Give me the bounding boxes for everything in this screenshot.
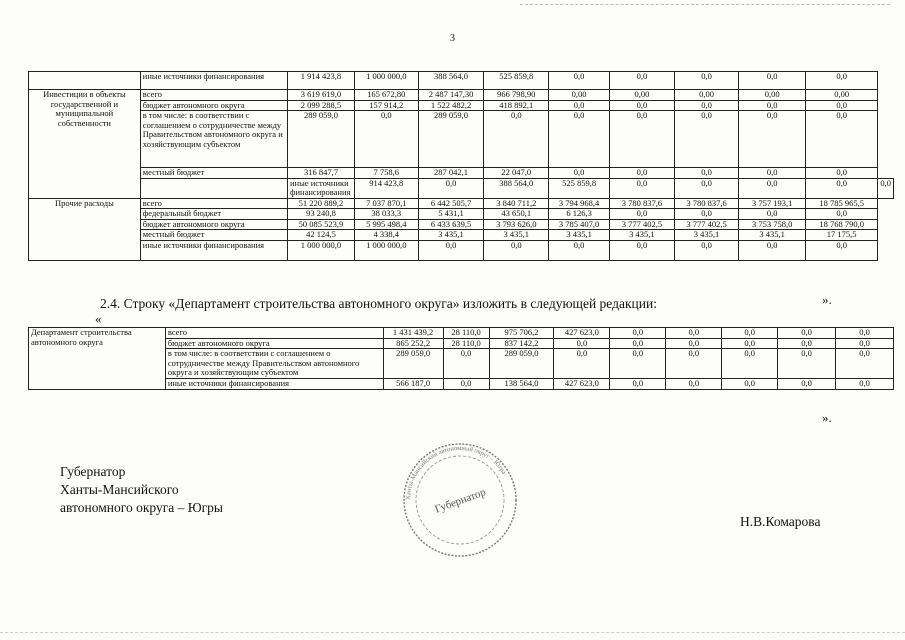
- value-cell: 0,0: [739, 178, 806, 198]
- value-cell: 6 433 639,5: [418, 219, 484, 230]
- value-cell: 0,0: [610, 100, 675, 111]
- value-cell: 3 619 619,0: [288, 90, 355, 101]
- value-cell: 0,0: [666, 338, 722, 349]
- value-cell: 1 000 000,0: [354, 72, 418, 90]
- signer-title: [60, 463, 223, 517]
- value-cell: 0,00: [805, 90, 877, 101]
- value-cell: 28 110,0: [443, 328, 489, 339]
- stamp-center-text: Губернатор: [433, 486, 488, 516]
- value-cell: 0,0: [418, 178, 484, 198]
- value-cell: 0,0: [666, 379, 722, 390]
- value-cell: 18 768 790,0: [805, 219, 877, 230]
- row-label: местный бюджет: [140, 230, 287, 241]
- group-cell: [140, 178, 287, 198]
- value-cell: 0,0: [354, 111, 418, 168]
- value-cell: 0,0: [722, 349, 778, 379]
- row-label: местный бюджет: [140, 168, 287, 179]
- value-cell: 0,0: [610, 168, 675, 179]
- value-cell: 0,0: [484, 111, 549, 168]
- value-cell: 6 126,3: [549, 209, 610, 220]
- value-cell: 0,0: [836, 349, 894, 379]
- value-cell: 0,0: [674, 209, 739, 220]
- value-cell: 0,0: [739, 240, 806, 260]
- value-cell: 0,0: [739, 168, 806, 179]
- value-cell: 0,0: [836, 328, 894, 339]
- value-cell: 4 338,4: [354, 230, 418, 241]
- value-cell: 7 037 870,1: [354, 198, 418, 209]
- value-cell: 3 780 837,6: [674, 198, 739, 209]
- value-cell: 3 435,1: [674, 230, 739, 241]
- value-cell: 0,0: [610, 209, 675, 220]
- table-row: [29, 209, 894, 220]
- row-label: бюджет автономного округа: [140, 219, 287, 230]
- value-cell: 1 431 439,2: [383, 328, 443, 339]
- value-cell: 0,0: [549, 111, 610, 168]
- value-cell: 3 435,1: [418, 230, 484, 241]
- value-cell: 0,0: [610, 349, 666, 379]
- signer-line: автономного округа – Югры: [60, 500, 223, 515]
- value-cell: 28 110,0: [443, 338, 489, 349]
- group-cell: Инвестиции в объекты государственной и муниципальной собственности: [29, 90, 141, 199]
- row-label: иные источники финансирования: [140, 240, 287, 260]
- value-cell: 975 706,2: [489, 328, 554, 339]
- value-cell: 0,0: [554, 338, 610, 349]
- value-cell: 17 175,5: [805, 230, 877, 241]
- value-cell: 0,0: [836, 338, 894, 349]
- value-cell: 3 840 711,2: [484, 198, 549, 209]
- value-cell: 0,0: [739, 111, 806, 168]
- value-cell: 51 220 889,2: [288, 198, 355, 209]
- group-cell: [29, 72, 141, 90]
- value-cell: 388 564,0: [418, 72, 484, 90]
- table-row: [29, 111, 894, 168]
- value-cell: 2 099 288,5: [288, 100, 355, 111]
- value-cell: 287 042,1: [418, 168, 484, 179]
- value-cell: 0,0: [666, 349, 722, 379]
- table-row: [29, 168, 894, 179]
- closing-quote: ».: [822, 410, 832, 425]
- group-cell: Департамент строительства автономного округа: [29, 328, 166, 390]
- value-cell: 0,0: [610, 178, 675, 198]
- value-cell: 0,0: [805, 72, 877, 90]
- official-stamp-icon: [400, 440, 520, 560]
- value-cell: 3 780 837,6: [610, 198, 675, 209]
- value-cell: 0,0: [805, 209, 877, 220]
- value-cell: 93 240,8: [288, 209, 355, 220]
- value-cell: 38 033,3: [354, 209, 418, 220]
- value-cell: 0,0: [805, 178, 877, 198]
- value-cell: 0,00: [674, 90, 739, 101]
- value-cell: 138 564,0: [489, 379, 554, 390]
- value-cell: 2 487 147,30: [418, 90, 484, 101]
- value-cell: 3 435,1: [739, 230, 806, 241]
- value-cell: 5 995 498,4: [354, 219, 418, 230]
- row-label: всего: [165, 328, 383, 339]
- signer-line: Губернатор: [60, 464, 126, 479]
- value-cell: 0,0: [805, 111, 877, 168]
- value-cell: 7 758,6: [354, 168, 418, 179]
- value-cell: 418 892,1: [484, 100, 549, 111]
- signatory-name: Н.В.Комарова: [740, 514, 821, 529]
- value-cell: 525 859,8: [484, 72, 549, 90]
- value-cell: 0,0: [722, 328, 778, 339]
- value-cell: 1 000 000,0: [354, 240, 418, 260]
- table-row: [29, 198, 894, 209]
- value-cell: 3 435,1: [484, 230, 549, 241]
- value-cell: 525 859,8: [549, 178, 610, 198]
- row-label: бюджет автономного округа: [140, 100, 287, 111]
- value-cell: 289 059,0: [489, 349, 554, 379]
- value-cell: 0,0: [549, 168, 610, 179]
- value-cell: 0,0: [722, 338, 778, 349]
- row-label: иные источники финансирования: [140, 72, 287, 90]
- value-cell: 0,0: [443, 379, 489, 390]
- value-cell: 0,0: [805, 240, 877, 260]
- table-row: [29, 72, 894, 90]
- value-cell: 0,0: [722, 379, 778, 390]
- value-cell: 388 564,0: [484, 178, 549, 198]
- value-cell: 3 785 407,0: [549, 219, 610, 230]
- row-label: федеральный бюджет: [140, 209, 287, 220]
- scan-artifact-bottom: [0, 632, 905, 633]
- row-label: иные источники финансирования: [288, 178, 355, 198]
- value-cell: 0,0: [549, 240, 610, 260]
- value-cell: 3 793 626,0: [484, 219, 549, 230]
- row-label: в том числе: в соответствии с соглашением о сотрудничестве между Правительством автономного округа и хозяйствующим субъектом: [165, 349, 383, 379]
- value-cell: 157 914,2: [354, 100, 418, 111]
- group-cell: Прочие расходы: [29, 198, 141, 260]
- value-cell: 0,0: [610, 338, 666, 349]
- row-label: иные источники финансирования: [165, 379, 383, 390]
- table-row: [29, 240, 894, 260]
- value-cell: 0,0: [418, 240, 484, 260]
- value-cell: 0,0: [554, 349, 610, 379]
- value-cell: 0,0: [778, 338, 836, 349]
- value-cell: 0,0: [549, 72, 610, 90]
- value-cell: 289 059,0: [383, 349, 443, 379]
- value-cell: 0,0: [610, 240, 675, 260]
- value-cell: 289 059,0: [418, 111, 484, 168]
- value-cell: 0,0: [778, 379, 836, 390]
- value-cell: 0,0: [805, 100, 877, 111]
- table-row: [29, 90, 894, 101]
- value-cell: 1 000 000,0: [288, 240, 355, 260]
- value-cell: 427 623,0: [554, 379, 610, 390]
- table-row: [29, 178, 894, 198]
- value-cell: 865 252,2: [383, 338, 443, 349]
- value-cell: 0,0: [674, 168, 739, 179]
- value-cell: 0,0: [739, 100, 806, 111]
- value-cell: 0,0: [836, 379, 894, 390]
- value-cell: 966 798,90: [484, 90, 549, 101]
- value-cell: 316 847,7: [288, 168, 355, 179]
- value-cell: 50 085 523,9: [288, 219, 355, 230]
- value-cell: 427 623,0: [554, 328, 610, 339]
- value-cell: 0,0: [805, 168, 877, 179]
- value-cell: 0,0: [443, 349, 489, 379]
- value-cell: 3 777 402,5: [674, 219, 739, 230]
- value-cell: 5 431,1: [418, 209, 484, 220]
- svg-text:Ханты-Мансийский автономный ок: [405, 445, 507, 500]
- value-cell: 0,0: [778, 349, 836, 379]
- department-construction-table: [28, 327, 894, 390]
- value-cell: 0,0: [739, 209, 806, 220]
- value-cell: 0,0: [610, 72, 675, 90]
- value-cell: 22 047,0: [484, 168, 549, 179]
- table-row: [29, 100, 894, 111]
- value-cell: 43 650,1: [484, 209, 549, 220]
- value-cell: 18 785 965,5: [805, 198, 877, 209]
- row-label: всего: [140, 90, 287, 101]
- table-row: [29, 219, 894, 230]
- value-cell: 3 435,1: [549, 230, 610, 241]
- section-heading: 2.4. Строку «Департамент строительства автономного округа» изложить в следующей редакции:: [100, 296, 657, 311]
- value-cell: 1 522 482,2: [418, 100, 484, 111]
- value-cell: 289 059,0: [288, 111, 355, 168]
- budget-table-continued: [28, 71, 894, 261]
- value-cell: 1 914 423,8: [288, 72, 355, 90]
- row-label: всего: [140, 198, 287, 209]
- value-cell: 0,0: [878, 178, 894, 198]
- stamp-ring-text: Ханты-Мансийский автономный округ – Югра: [404, 444, 508, 501]
- value-cell: 0,0: [484, 240, 549, 260]
- value-cell: 0,00: [610, 90, 675, 101]
- value-cell: 0,0: [549, 100, 610, 111]
- value-cell: 0,00: [739, 90, 806, 101]
- scan-artifact-top: [520, 4, 890, 5]
- value-cell: 0,0: [610, 379, 666, 390]
- value-cell: 0,00: [549, 90, 610, 101]
- value-cell: 566 187,0: [383, 379, 443, 390]
- value-cell: 3 753 758,0: [739, 219, 806, 230]
- value-cell: 0,0: [674, 72, 739, 90]
- value-cell: 3 794 968,4: [549, 198, 610, 209]
- value-cell: 42 124,5: [288, 230, 355, 241]
- value-cell: 0,0: [778, 328, 836, 339]
- closing-quote: ».: [822, 292, 832, 307]
- value-cell: 0,0: [610, 328, 666, 339]
- value-cell: 914 423,8: [354, 178, 418, 198]
- value-cell: 6 442 505,7: [418, 198, 484, 209]
- value-cell: 0,0: [666, 328, 722, 339]
- value-cell: 0,0: [674, 240, 739, 260]
- table-row: [29, 328, 894, 339]
- row-label: в том числе: в соответствии с соглашением о сотрудничестве между Правительством автономного округа и хозяйствующим субъектом: [140, 111, 287, 168]
- value-cell: 837 142,2: [489, 338, 554, 349]
- value-cell: 3 777 402,5: [610, 219, 675, 230]
- value-cell: 0,0: [610, 111, 675, 168]
- signer-line: Ханты-Мансийского: [60, 482, 179, 497]
- value-cell: 0,0: [674, 178, 739, 198]
- opening-quote: «: [95, 311, 102, 326]
- value-cell: 0,0: [674, 100, 739, 111]
- value-cell: 0,0: [739, 72, 806, 90]
- table-row: [29, 230, 894, 241]
- value-cell: 165 672,80: [354, 90, 418, 101]
- value-cell: 3 435,1: [610, 230, 675, 241]
- value-cell: 3 757 193,1: [739, 198, 806, 209]
- value-cell: 0,0: [674, 111, 739, 168]
- page-number: 3: [450, 33, 455, 44]
- row-label: бюджет автономного округа: [165, 338, 383, 349]
